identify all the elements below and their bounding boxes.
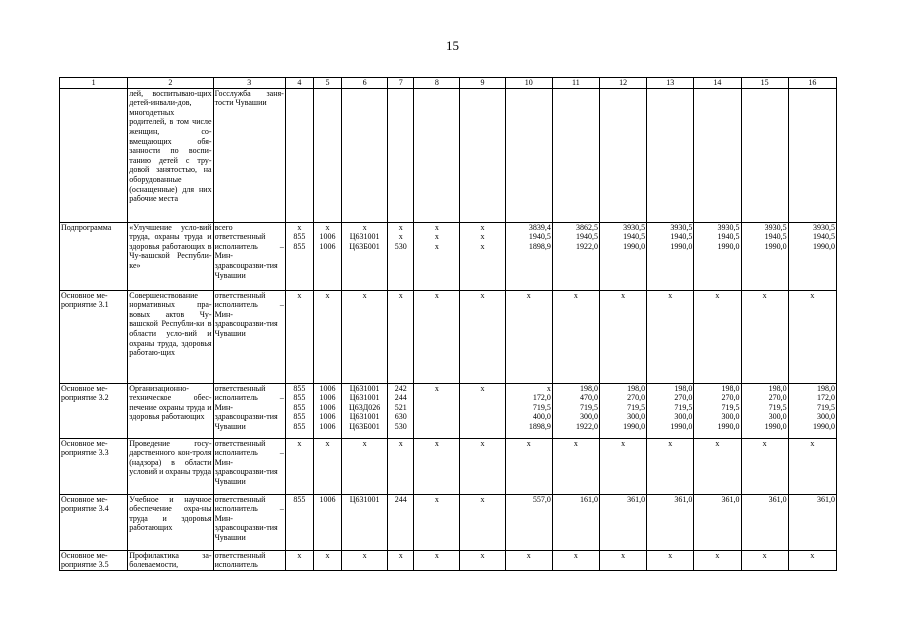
cell-value: 198,0	[674, 383, 693, 393]
cell-value: 270,0	[627, 393, 646, 403]
data-cell-col-12	[599, 383, 646, 438]
data-cell-col-14	[694, 438, 741, 494]
executor-cell: ответственный исполнитель – Мин-здравсоцразви-тия Чувашии	[213, 494, 285, 550]
cell-value: х	[480, 222, 485, 232]
cell-value: 361,0	[768, 494, 787, 504]
cell-value: 1940,5	[764, 232, 787, 242]
cell-value: х	[434, 550, 439, 560]
cell-value: 198,0	[817, 383, 835, 393]
cell-value: х	[434, 290, 439, 300]
cell-value: Ц631001	[349, 383, 380, 393]
data-cell-col-11	[552, 550, 599, 570]
data-cell-col-6	[342, 383, 388, 438]
cell-value: 300,0	[768, 412, 787, 422]
data-cell-col-13	[647, 383, 694, 438]
cell-value: 630	[394, 412, 407, 422]
cell-value: 1940,5	[717, 232, 740, 242]
measure-name-cell: Профилактика за-болеваемости,	[129, 550, 212, 570]
data-cell-col-9	[460, 222, 505, 290]
cell-value: х	[668, 438, 673, 448]
cell-value: 300,0	[721, 412, 740, 422]
data-cell-col-14	[694, 383, 741, 438]
cell-value: х	[297, 438, 302, 448]
cell-value: 719,5	[579, 402, 598, 412]
cell-value: 855	[293, 412, 306, 422]
cell-value: х	[762, 550, 767, 560]
column-number-cell: 8	[414, 78, 460, 89]
data-cell-col-13	[647, 222, 694, 290]
data-cell-col-10	[505, 550, 552, 570]
cell-value: 244	[394, 494, 407, 504]
status-cell: Основное ме-роприятие 3.3	[60, 438, 128, 494]
data-cell-col-10	[505, 88, 552, 222]
data-cell-col-16	[788, 494, 836, 550]
data-cell-col-8	[414, 88, 460, 222]
cell-value: х	[434, 494, 439, 504]
data-cell-col-6	[342, 494, 388, 550]
cell-value: Ц631001	[349, 412, 380, 422]
table-row	[60, 383, 837, 438]
data-cell-col-8	[414, 383, 460, 438]
cell-value: х	[434, 383, 439, 393]
executor-cell: ответственный исполнитель – Мин-здравсоцразви-тия Чувашии	[213, 383, 285, 438]
data-cell-col-16	[788, 550, 836, 570]
column-number-cell: 12	[599, 78, 646, 89]
data-cell-col-13	[647, 290, 694, 383]
page-number: 15	[446, 38, 459, 53]
data-cell-col-4	[285, 494, 313, 550]
data-cell-col-13	[647, 438, 694, 494]
column-number-cell: 7	[388, 78, 414, 89]
cell-value: х	[297, 222, 302, 232]
cell-value: х	[398, 232, 403, 242]
data-cell-col-5	[313, 438, 341, 494]
data-cell-col-14	[694, 494, 741, 550]
table-row	[60, 88, 837, 222]
cell-value: 270,0	[768, 393, 787, 403]
cell-value: 855	[293, 393, 306, 403]
cell-value: 3839,4	[528, 222, 551, 232]
cell-value: 1940,5	[575, 232, 598, 242]
data-cell-col-15	[741, 222, 788, 290]
cell-value: х	[573, 290, 578, 300]
data-cell-col-6	[342, 550, 388, 570]
measure-name-cell: Проведение госу-дарственного кон-троля (надзора) в области условий и охраны труда	[128, 438, 213, 494]
data-cell-col-6	[342, 290, 388, 383]
cell-value: х	[526, 550, 531, 560]
cell-value: Ц631001	[349, 232, 380, 242]
cell-value: 361,0	[674, 494, 693, 504]
executor-cell: ответственный исполнитель – Мин-здравсоцразви-тия Чувашии	[213, 438, 285, 494]
cell-value: 361,0	[721, 494, 740, 504]
cell-value: х	[398, 290, 403, 300]
cell-value: 521	[394, 402, 407, 412]
cell-value: 530	[394, 421, 407, 431]
cell-value: х	[297, 290, 302, 300]
data-cell-col-8	[414, 494, 460, 550]
measure-name-cell: Совершенствование нормативных пра-вовых актов Чу-вашской Республи-ки в области усло-вий и охраны труда, здоровья работаю-щих	[128, 290, 213, 383]
cell-value: х	[362, 222, 367, 232]
cell-value: 1006	[319, 421, 336, 431]
cell-value: х	[621, 550, 626, 560]
data-cell-col-9	[460, 550, 505, 570]
cell-value: 3862,5	[575, 222, 598, 232]
cell-value: 855	[293, 494, 306, 504]
cell-value: 1990,0	[623, 421, 646, 431]
cell-value: 300,0	[579, 412, 598, 422]
cell-value: х	[762, 438, 767, 448]
status-cell: Основное ме-роприятие 3.4	[60, 494, 128, 550]
status-cell	[60, 88, 128, 222]
column-number-row	[60, 78, 837, 89]
cell-value: х	[573, 438, 578, 448]
cell-value: х	[715, 550, 720, 560]
table-row	[60, 550, 837, 570]
data-cell-col-12	[599, 550, 646, 570]
data-cell-col-5	[313, 88, 341, 222]
data-cell-col-6	[342, 222, 388, 290]
program-table	[59, 77, 837, 571]
measure-name-cell: лей, воспитываю-щих детей-инвали-дов, многодетных родителей, в том числе женщин, со-вмещающих обя-занности по воспи-танию детей с тру-довой занятостью, на оборудованные (оснащенные) для них рабочие места	[128, 88, 213, 222]
column-number-cell: 14	[694, 78, 741, 89]
cell-value: 719,5	[721, 402, 740, 412]
cell-value: 1940,5	[528, 232, 551, 242]
cell-value: 1990,0	[670, 241, 693, 251]
cell-value: 300,0	[627, 412, 646, 422]
cell-value: 1940,5	[813, 232, 835, 242]
cell-value: х	[762, 290, 767, 300]
cell-value: х	[398, 438, 403, 448]
cell-value: х	[480, 550, 485, 560]
cell-value: 1990,0	[623, 241, 646, 251]
cell-value: х	[810, 550, 815, 560]
cell-value: 855	[293, 402, 306, 412]
data-cell-col-8	[414, 550, 460, 570]
data-cell-col-10	[505, 222, 552, 290]
cell-value: 198,0	[627, 383, 646, 393]
column-number-cell: 10	[505, 78, 552, 89]
data-cell-col-13	[647, 88, 694, 222]
measure-name-cell: Организационно-техническое обес-печение охраны труда и здоровья работающих	[128, 383, 213, 438]
data-cell-col-13	[647, 494, 694, 550]
cell-value: 172,0	[817, 393, 835, 403]
data-cell-col-16	[788, 222, 836, 290]
cell-value: 1006	[319, 412, 336, 422]
data-cell-col-14	[694, 222, 741, 290]
data-cell-col-9	[460, 290, 505, 383]
cell-value: Ц631001	[349, 494, 380, 504]
cell-value: 1922,0	[575, 421, 598, 431]
data-cell-col-7	[388, 550, 414, 570]
data-cell-col-11	[552, 290, 599, 383]
cell-value: х	[526, 290, 531, 300]
cell-value: х	[480, 232, 485, 242]
cell-value: х	[362, 290, 367, 300]
data-cell-col-14	[694, 290, 741, 383]
cell-value: х	[325, 222, 330, 232]
cell-value: 1990,0	[717, 241, 740, 251]
executor-cell: ответственный исполнитель – Мин-здравсоцразви-тия Чувашии	[213, 290, 285, 383]
cell-value: Ц631001	[349, 393, 380, 403]
cell-value: Ц63Б001	[349, 421, 380, 431]
cell-value: х	[526, 438, 531, 448]
cell-value: х	[810, 290, 815, 300]
column-number-cell: 3	[213, 78, 285, 89]
cell-value: 161,0	[579, 494, 598, 504]
data-cell-col-13	[647, 550, 694, 570]
data-cell-col-5	[313, 222, 341, 290]
cell-value: х	[621, 290, 626, 300]
cell-value: 719,5	[532, 402, 551, 412]
data-cell-col-15	[741, 383, 788, 438]
data-cell-col-10	[505, 290, 552, 383]
data-cell-col-5	[313, 290, 341, 383]
cell-value: х	[297, 550, 302, 560]
data-cell-col-8	[414, 222, 460, 290]
cell-value: 1990,0	[764, 241, 787, 251]
cell-value: Ц63Д026	[349, 402, 381, 412]
cell-value: 3930,5	[764, 222, 787, 232]
cell-value: 1990,0	[670, 421, 693, 431]
cell-value: х	[810, 438, 815, 448]
cell-value: 719,5	[674, 402, 693, 412]
cell-value: 3930,5	[623, 222, 646, 232]
cell-value: 3930,5	[670, 222, 693, 232]
column-number-cell: 5	[313, 78, 341, 89]
data-cell-col-4	[285, 222, 313, 290]
data-cell-col-16	[788, 383, 836, 438]
data-cell-col-7	[388, 88, 414, 222]
status-cell: Основное ме-роприятие 3.2	[60, 383, 128, 438]
cell-value: 244	[394, 393, 407, 403]
data-cell-col-7	[388, 290, 414, 383]
cell-value: 1898,9	[528, 421, 551, 431]
column-number-cell: 1	[60, 78, 128, 89]
cell-value: х	[480, 290, 485, 300]
data-cell-col-11	[552, 88, 599, 222]
data-cell-col-10	[505, 438, 552, 494]
data-cell-col-9	[460, 383, 505, 438]
data-cell-col-15	[741, 88, 788, 222]
data-cell-col-4	[285, 290, 313, 383]
cell-value: х	[715, 438, 720, 448]
cell-value: х	[668, 550, 673, 560]
data-cell-col-8	[414, 438, 460, 494]
cell-value: 3930,5	[813, 222, 835, 232]
cell-value: 361,0	[817, 494, 835, 504]
cell-value: х	[434, 222, 439, 232]
data-cell-col-11	[552, 494, 599, 550]
data-cell-col-4	[285, 88, 313, 222]
status-cell: Подпрограмма	[60, 222, 128, 290]
executor-cell: Госслужба заня-тости Чувашии	[213, 88, 285, 222]
cell-value: 1006	[319, 232, 336, 242]
data-cell-col-10	[505, 494, 552, 550]
cell-value: 270,0	[674, 393, 693, 403]
measure-name-cell: «Улучшение усло-вий труда, охраны труда и здоровья работающих в Чу-вашской Республи-ке»	[128, 222, 213, 290]
column-number-cell: 6	[342, 78, 388, 89]
cell-value: 198,0	[579, 383, 598, 393]
status-cell: Основное ме-роприятие 3.5	[60, 550, 128, 570]
data-cell-col-11	[552, 383, 599, 438]
data-cell-col-14	[694, 550, 741, 570]
cell-value: 198,0	[721, 383, 740, 393]
table-row	[60, 494, 837, 550]
data-cell-col-12	[599, 222, 646, 290]
data-cell-col-16	[788, 88, 836, 222]
column-number-cell: 11	[552, 78, 599, 89]
cell-value: х	[480, 438, 485, 448]
data-cell-col-5	[313, 494, 341, 550]
data-cell-col-10	[505, 383, 552, 438]
data-cell-col-15	[741, 494, 788, 550]
cell-value: х	[621, 438, 626, 448]
cell-value: 719,5	[817, 402, 835, 412]
cell-value: х	[480, 241, 485, 251]
cell-value: х	[434, 232, 439, 242]
cell-value: х	[325, 550, 330, 560]
cell-value: х	[480, 494, 485, 504]
cell-value: 470,0	[579, 393, 598, 403]
data-cell-col-6	[342, 88, 388, 222]
cell-value: х	[480, 383, 485, 393]
cell-value: 557,0	[532, 494, 551, 504]
cell-value: Ц63Б001	[349, 241, 380, 251]
table-row	[60, 290, 837, 383]
data-cell-col-6	[342, 438, 388, 494]
cell-value: 1990,0	[813, 241, 835, 251]
column-number-cell: 4	[285, 78, 313, 89]
data-cell-col-12	[599, 438, 646, 494]
cell-value: 719,5	[627, 402, 646, 412]
data-cell-col-14	[694, 88, 741, 222]
cell-value: х	[325, 290, 330, 300]
cell-value: 1940,5	[670, 232, 693, 242]
cell-value: 530	[394, 241, 407, 251]
cell-value: 1898,9	[528, 241, 551, 251]
cell-value: х	[434, 241, 439, 251]
data-cell-col-4	[285, 383, 313, 438]
cell-value: 361,0	[627, 494, 646, 504]
data-cell-col-5	[313, 383, 341, 438]
data-cell-col-7	[388, 494, 414, 550]
cell-value: х	[398, 222, 403, 232]
data-cell-col-7	[388, 438, 414, 494]
executor-cell: ответственный исполнитель	[213, 550, 285, 570]
cell-value: 1990,0	[813, 421, 835, 431]
cell-value: х	[573, 550, 578, 560]
cell-value: 1990,0	[717, 421, 740, 431]
column-number-cell: 15	[741, 78, 788, 89]
status-cell: Основное ме-роприятие 3.1	[60, 290, 128, 383]
cell-value: 1922,0	[575, 241, 598, 251]
executor-cell: всего ответственный исполнитель – Мин-здравсоцразви-тия Чувашии	[213, 222, 285, 290]
cell-value: 198,0	[768, 383, 787, 393]
data-cell-col-9	[460, 88, 505, 222]
cell-value: 172,0	[532, 393, 551, 403]
data-cell-col-12	[599, 494, 646, 550]
column-number-cell: 2	[128, 78, 213, 89]
data-cell-col-9	[460, 494, 505, 550]
measure-name-cell: Учебное и научное обеспечение охра-ны труда и здоровья работающих	[128, 494, 213, 550]
cell-value: х	[668, 290, 673, 300]
cell-value: 855	[293, 421, 306, 431]
cell-value: 300,0	[817, 412, 835, 422]
data-cell-col-7	[388, 222, 414, 290]
cell-value: 300,0	[674, 412, 693, 422]
cell-value: 400,0	[532, 412, 551, 422]
cell-value: 719,5	[768, 402, 787, 412]
cell-value: 3930,5	[717, 222, 740, 232]
column-number-cell: 16	[788, 78, 836, 89]
cell-value: 855	[293, 383, 306, 393]
cell-value: х	[715, 290, 720, 300]
cell-value: х	[398, 550, 403, 560]
data-cell-col-16	[788, 438, 836, 494]
cell-value: х	[362, 550, 367, 560]
cell-value: 1006	[319, 241, 336, 251]
column-number-cell: 9	[460, 78, 505, 89]
cell-value: х	[546, 383, 551, 393]
data-cell-col-5	[313, 550, 341, 570]
data-cell-col-9	[460, 438, 505, 494]
data-cell-col-12	[599, 88, 646, 222]
data-cell-col-11	[552, 222, 599, 290]
table-row	[60, 222, 837, 290]
cell-value: 1006	[319, 383, 336, 393]
data-cell-col-16	[788, 290, 836, 383]
cell-value: 855	[293, 241, 306, 251]
cell-value: х	[434, 438, 439, 448]
data-cell-col-15	[741, 290, 788, 383]
cell-value: х	[325, 438, 330, 448]
cell-value: 1006	[319, 494, 336, 504]
data-cell-col-12	[599, 290, 646, 383]
data-cell-col-4	[285, 550, 313, 570]
cell-value: 242	[394, 383, 407, 393]
data-cell-col-15	[741, 550, 788, 570]
data-cell-col-8	[414, 290, 460, 383]
cell-value: 1990,0	[764, 421, 787, 431]
cell-value: 855	[293, 232, 306, 242]
cell-value: 270,0	[721, 393, 740, 403]
cell-value: х	[362, 438, 367, 448]
data-cell-col-4	[285, 438, 313, 494]
cell-value: 1940,5	[623, 232, 646, 242]
column-number-cell: 13	[647, 78, 694, 89]
data-cell-col-11	[552, 438, 599, 494]
cell-value: 1006	[319, 402, 336, 412]
cell-value: 1006	[319, 393, 336, 403]
table-row	[60, 438, 837, 494]
data-cell-col-7	[388, 383, 414, 438]
data-cell-col-15	[741, 438, 788, 494]
